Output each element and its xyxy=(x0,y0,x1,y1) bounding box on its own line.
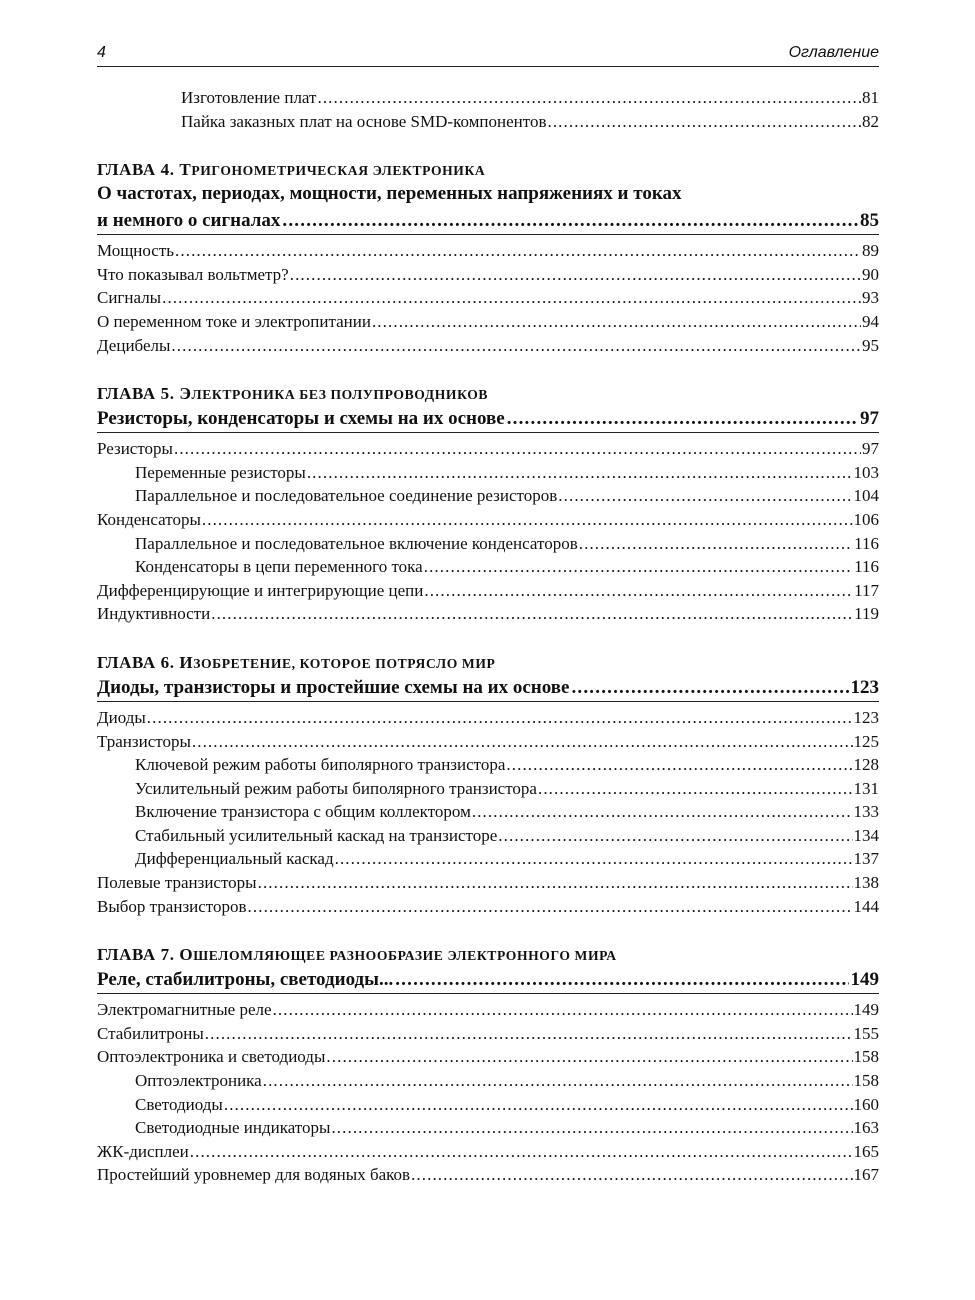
toc-entry[interactable] xyxy=(97,730,879,754)
leader-dots xyxy=(326,1045,852,1069)
chapter-number: ГЛАВА 7. xyxy=(97,945,180,965)
toc-entry[interactable] xyxy=(97,286,879,310)
leader-dots xyxy=(538,777,853,801)
chapter-title: РИГОНОМЕТРИЧЕСКАЯ ЭЛЕКТРОНИКА xyxy=(191,163,486,179)
entry-page: 158 xyxy=(853,1071,879,1091)
chapter-number: ГЛАВА 4. xyxy=(97,160,180,180)
entry-page: 93 xyxy=(862,288,879,308)
entry-page: 149 xyxy=(853,1000,879,1020)
leader-dots xyxy=(171,334,861,358)
subtitle-page: 123 xyxy=(850,676,879,698)
entry-title: Сигналы xyxy=(97,288,162,308)
toc-entry[interactable] xyxy=(97,753,879,777)
entry-title: Переменные резисторы xyxy=(135,462,306,482)
entry-page: 103 xyxy=(853,462,879,482)
leader-dots xyxy=(273,998,853,1022)
toc-entry[interactable] xyxy=(97,998,879,1022)
toc-entry[interactable] xyxy=(97,239,879,263)
entry-title: Простейший уровнемер для водяных баков xyxy=(97,1165,411,1185)
entry-page: 119 xyxy=(854,604,879,624)
leader-dots xyxy=(174,437,861,461)
toc-entry[interactable] xyxy=(97,706,879,730)
leader-dots xyxy=(579,532,853,556)
entry-title: Транзисторы xyxy=(97,731,191,751)
leader-dots xyxy=(506,753,852,777)
entry-title: Стабилитроны xyxy=(97,1023,204,1043)
leader-dots xyxy=(248,895,853,919)
entry-title: Дифференциальный каскад xyxy=(135,849,334,869)
entry-title: ЖК-дисплеи xyxy=(97,1141,189,1161)
leader-dots xyxy=(192,730,853,754)
leader-dots xyxy=(211,602,853,626)
entry-page: 94 xyxy=(862,311,879,331)
chapter-4-heading[interactable] xyxy=(97,159,879,181)
leader-dots xyxy=(202,508,853,532)
entry-title: Полевые транзисторы xyxy=(97,873,257,893)
toc-entry[interactable] xyxy=(97,334,879,358)
entry-title: Что показывал вольтметр? xyxy=(97,264,289,284)
leader-dots xyxy=(258,871,853,895)
entry-title: Оптоэлектроника и светодиоды xyxy=(97,1047,326,1067)
chapter-4-subtitle-line1: О частотах, периодах, мощности, переменных напряжениях и токах xyxy=(97,183,682,205)
chapter-number: ГЛАВА 5. xyxy=(97,384,180,404)
chapter-title: ЛЕКТРОНИКА БЕЗ ПОЛУПРОВОДНИКОВ xyxy=(191,387,489,403)
toc-entry[interactable] xyxy=(97,895,879,919)
leader-dots xyxy=(307,461,853,485)
toc-entry[interactable] xyxy=(97,871,879,895)
leader-dots xyxy=(263,1069,853,1093)
subtitle-text: Резисторы, конденсаторы и схемы на их основе xyxy=(97,408,505,430)
subtitle-page: 149 xyxy=(850,969,879,991)
entry-page: 106 xyxy=(853,509,879,529)
entry-page: 90 xyxy=(862,264,879,284)
leader-dots xyxy=(147,706,853,730)
toc-entry[interactable] xyxy=(97,263,879,287)
leader-dots xyxy=(331,1116,852,1140)
entry-page: 133 xyxy=(853,802,879,822)
leader-dots xyxy=(498,824,852,848)
toc-entry[interactable] xyxy=(97,1069,879,1093)
entry-page: 125 xyxy=(853,731,879,751)
toc-entry[interactable] xyxy=(97,847,879,871)
toc-entry[interactable] xyxy=(97,437,879,461)
toc-entry[interactable] xyxy=(97,800,879,824)
leader-dots xyxy=(205,1022,853,1046)
toc-entry[interactable] xyxy=(97,461,879,485)
entry-page: 116 xyxy=(854,557,879,577)
subtitle-page: 85 xyxy=(860,210,879,232)
entry-title: Резисторы xyxy=(97,439,173,459)
entry-title: Оптоэлектроника xyxy=(135,1071,262,1091)
toc-entry[interactable] xyxy=(97,824,879,848)
chapter-initial: И xyxy=(179,652,194,672)
entry-page: 165 xyxy=(853,1141,879,1161)
chapter-5-subtitle-row[interactable] xyxy=(97,405,879,433)
leader-dots xyxy=(175,239,861,263)
entry-title: Ключевой режим работы биполярного транзистора xyxy=(135,755,506,775)
entry-page: 117 xyxy=(854,580,879,600)
entry-page: 81 xyxy=(862,88,879,107)
leader-dots xyxy=(547,110,861,134)
toc-entry[interactable] xyxy=(97,508,879,532)
leader-dots xyxy=(558,484,852,508)
chapter-initial: Т xyxy=(179,160,192,180)
entry-title: Пайка заказных плат на основе SMD-компонентов xyxy=(181,111,547,131)
leader-dots xyxy=(317,86,861,110)
entry-title: Децибелы xyxy=(97,335,171,355)
leader-dots xyxy=(224,1093,853,1117)
chapter-initial: Э xyxy=(179,384,192,404)
toc-entry[interactable] xyxy=(97,310,879,334)
entry-title: Светодиоды xyxy=(135,1094,223,1114)
entry-page: 95 xyxy=(862,335,879,355)
entry-title: Индуктивности xyxy=(97,604,211,624)
chapter-title: ШЕЛОМЛЯЮЩЕЕ РАЗНООБРАЗИЕ ЭЛЕКТРОННОГО МИРА xyxy=(193,948,617,964)
entry-page: 97 xyxy=(862,439,879,459)
toc-entry[interactable] xyxy=(97,555,879,579)
leader-dots xyxy=(472,800,853,824)
chapter-6-subtitle-row[interactable] xyxy=(97,674,879,702)
toc-entry[interactable] xyxy=(97,110,879,134)
entry-title: Диоды xyxy=(97,707,146,727)
entry-page: 89 xyxy=(862,241,879,261)
toc-entry[interactable] xyxy=(97,579,879,603)
chapter-initial: О xyxy=(179,945,194,965)
chapter-4-subtitle-row[interactable] xyxy=(97,207,879,235)
leader-dots xyxy=(282,207,858,234)
subtitle-text: и немного о сигналах xyxy=(97,210,281,232)
page-number: 4 xyxy=(97,44,106,61)
toc-entry[interactable] xyxy=(97,532,879,556)
chapter-title: ЗОБРЕТЕНИЕ, КОТОРОЕ ПОТРЯСЛО МИР xyxy=(193,655,496,671)
entry-page: 116 xyxy=(854,533,879,553)
toc-entry[interactable] xyxy=(97,484,879,508)
entry-title: Параллельное и последовательное включение конденсаторов xyxy=(135,533,578,553)
leader-dots xyxy=(411,1163,852,1187)
running-title: Оглавление xyxy=(788,44,879,61)
chapter-6-heading[interactable] xyxy=(97,652,879,674)
leader-dots xyxy=(424,555,853,579)
entry-page: 163 xyxy=(853,1118,879,1138)
chapter-7-heading[interactable] xyxy=(97,944,879,966)
entry-page: 167 xyxy=(853,1165,879,1185)
leader-dots xyxy=(507,405,858,432)
toc-entry[interactable] xyxy=(97,602,879,626)
page-header xyxy=(97,40,879,67)
leader-dots xyxy=(571,674,848,701)
entry-page: 104 xyxy=(853,486,879,506)
leader-dots xyxy=(335,847,853,871)
toc-entry[interactable] xyxy=(97,86,879,110)
entry-page: 128 xyxy=(853,755,879,775)
entry-title: Дифференцирующие и интегрирующие цепи xyxy=(97,580,424,600)
entry-title: Мощность xyxy=(97,241,175,261)
entry-title: Выбор транзисторов xyxy=(97,896,247,916)
leader-dots xyxy=(290,263,861,287)
entry-page: 134 xyxy=(853,825,879,845)
leader-dots xyxy=(190,1140,853,1164)
toc-entry[interactable] xyxy=(97,1163,879,1187)
entry-title: Усилительный режим работы биполярного транзистора xyxy=(135,778,537,798)
chapter-5-heading[interactable] xyxy=(97,383,879,405)
entry-page: 155 xyxy=(853,1023,879,1043)
chapter-number: ГЛАВА 6. xyxy=(97,652,180,672)
chapter-7-subtitle-row[interactable] xyxy=(97,966,879,994)
entry-title: Изготовление плат xyxy=(181,88,317,107)
entry-page: 138 xyxy=(853,873,879,893)
entry-title: Электромагнитные реле xyxy=(97,1000,272,1020)
leader-dots xyxy=(162,286,861,310)
toc-entry[interactable] xyxy=(97,1045,879,1069)
leader-dots xyxy=(395,966,848,993)
subtitle-text: Диоды, транзисторы и простейшие схемы на их основе xyxy=(97,676,570,698)
toc-entry[interactable] xyxy=(97,1022,879,1046)
entry-page: 158 xyxy=(853,1047,879,1067)
entry-page: 160 xyxy=(853,1094,879,1114)
entry-title: Включение транзистора с общим коллектором xyxy=(135,802,471,822)
entry-title: О переменном токе и электропитании xyxy=(97,311,371,331)
subtitle-text: Реле, стабилитроны, светодиоды... xyxy=(97,969,394,991)
entry-page: 82 xyxy=(862,111,879,131)
entry-title: Стабильный усилительный каскад на транзисторе xyxy=(135,825,498,845)
toc-entry[interactable] xyxy=(97,1116,879,1140)
entry-title: Параллельное и последовательное соединение резисторов xyxy=(135,486,558,506)
toc-entry[interactable] xyxy=(97,1093,879,1117)
entry-page: 123 xyxy=(853,707,879,727)
entry-page: 131 xyxy=(853,778,879,798)
leader-dots xyxy=(372,310,861,334)
entry-title: Конденсаторы в цепи переменного тока xyxy=(135,557,423,577)
toc-entry[interactable] xyxy=(97,1140,879,1164)
entry-page: 137 xyxy=(853,849,879,869)
entry-page: 144 xyxy=(853,896,879,916)
table-of-contents xyxy=(97,86,879,1187)
entry-title: Светодиодные индикаторы xyxy=(135,1118,331,1138)
toc-entry[interactable] xyxy=(97,777,879,801)
leader-dots xyxy=(424,579,853,603)
entry-title: Конденсаторы xyxy=(97,509,201,529)
subtitle-page: 97 xyxy=(860,408,879,430)
